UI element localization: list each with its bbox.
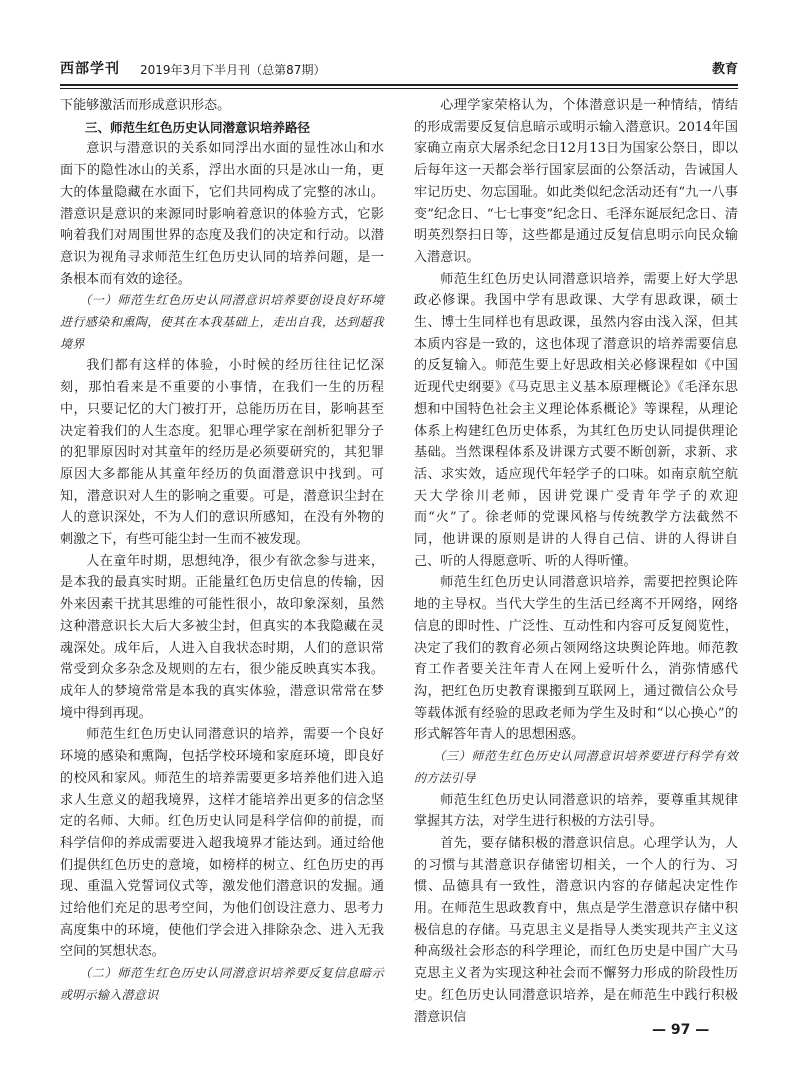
subsection-heading: （一）师范生红色历史认同潜意识培养要创设良好环境进行感染和熏陶，使其在本我基础上，走出自我，达到超我境界 — [60, 293, 384, 351]
paragraph: 师范生红色历史认同潜意识的培养，要尊重其规律掌握其方法，对学生进行积极的方法引导。 — [414, 792, 738, 830]
section-heading: 三、师范生红色历史认同潜意识培养路径 — [85, 119, 311, 135]
section-label: 教育 — [711, 62, 738, 77]
paragraph: 师范生红色历史认同潜意识的培养，需要一个良好环境的感染和熏陶，包括学校环境和家庭环境，即良好的校风和家风。师范生的培养需要更多培养他们进入追求人生意义的超我境界，这样才能培养出更多的信念坚定的名师、大师。红色历史认同是科学信仰的前提，而科学信仰的养成需要进入超我境界才能达到。通过给他们提供红色历史的意境，如榜样的树立、红色历史的再现、重温入党誓词仪式等，激发他们潜意识的发掘。通过给他们充足的思考空间，为他们创设注意力、思考力高度集中的环境，使他们学会进入排除杂念、进入无我空间的冥想状态。 — [60, 727, 384, 960]
header-rule-thin — [60, 88, 738, 89]
page-number: — 97 — — [652, 1022, 710, 1038]
paragraph: 意识与潜意识的关系如同浮出水面的显性冰山和水面下的隐性冰山的关系，浮出水面的只是冰山一角，更大的体量隐藏在水面下，它们共同构成了完整的冰山。潜意识是意识的来源同时影响着意识的体验方式，它影响着我们对周围世界的态度及我们的决定和行动。以潜意识为视角寻求师范生红色历史认同的培养问题，是一条根本而有效的途径。 — [60, 141, 384, 287]
paragraph: 首先，要存储积极的潜意识信息。心理学认为，人的习惯与其潜意识存储密切相关，一个人的行为、习惯、品德具有一致性，潜意识内容的存储起决定性作用。在师范生思政教育中，焦点是学生潜意识存储中积极信息的存储。马克思主义是指导人类实现共产主义这种高级社会形态的科学理论，而红色历史是中国广大马克思主义者为实现这种社会而不懈努力形成的阶段性历史。红色历史认同潜意识培养，是在师范生中践行积极潜意识信 — [414, 835, 738, 1025]
issue-info: 2019年3月下半月刊（总第87期） — [140, 63, 326, 77]
paragraph: 心理学家荣格认为，个体潜意识是一种情结，情结的形成需要反复信息暗示或明示输入潜意识。2014年国家确立南京大屠杀纪念日12月13日为国家公祭日，即以后每年这一天都会举行国家层面的公祭活动，告诫国人牢记历史、勿忘国耻。如此类似纪念活动还有“九一八事变”纪念日、“七七事变”纪念日、毛泽东诞辰纪念日、清明英烈祭扫日等，这些都是通过反复信息明示向民众输入潜意识。 — [414, 98, 738, 265]
journal-masthead: 西部学刊 — [60, 61, 120, 77]
running-header — [60, 58, 738, 82]
paragraph: 人在童年时期，思想纯净，很少有欲念参与进来，是本我的最真实时期。正能量红色历史信息的传输，因外来因素干扰其思维的可能性很小，故印象深刻，虽然这种潜意识长大后大多被尘封，但真实的本我隐藏在灵魂深处。成年后，人进入自我状态时期，人们的意识常常受到众多杂念及规则的左右，很少能反映真实本我。成年人的梦境常常是本我的真实体验，潜意识常常在梦境中得到再现。 — [60, 553, 384, 721]
right-column — [414, 95, 738, 1028]
paragraph: 师范生红色历史认同潜意识培养，需要把控舆论阵地的主导权。当代大学生的生活已经离不开网络，网络信息的即时性、广泛性、互动性和内容可反复阅览性，决定了我们的教育必须占领网络这块舆论阵地。师范教育工作者要关注年青人在网上爱听什么，消弥情感代沟，把红色历史教育课搬到互联网上，通过微信公众号等载体派有经验的思政老师为学生及时和“以心换心”的形式解答年青人的思想困惑。 — [414, 575, 738, 743]
subsection-heading: （三）师范生红色历史认同潜意识培养要进行科学有效的方法引导 — [414, 749, 738, 785]
paragraph: 我们都有这样的体验，小时候的经历往往记忆深刻，那怕看来是不重要的小事情，在我们一生的历程中，只要记忆的大门被打开，总能历历在目，影响甚至决定着我们的人生态度。犯罪心理学家在剖析犯罪分子的犯罪原因时对其童年的经历是必须要研究的，其犯罪原因大多都能从其童年经历的负面潜意识中找到。可知，潜意识对人生的影响之重要。可是，潜意识尘封在人的意识深处，不为人们的意识所感知，在没有外物的刺激之下，有些可能尘封一生而不被发现。 — [60, 358, 384, 548]
subsection-heading: （二）师范生红色历史认同潜意识培养要反复信息暗示或明示输入潜意识 — [60, 966, 384, 1002]
paragraph-continued: 下能够激活而形成意识形态。 — [60, 98, 231, 113]
paragraph: 师范生红色历史认同潜意识培养，需要上好大学思政必修课。我国中学有思政课、大学有思政课，硕士生、博士生同样也有思政课，虽然内容由浅入深，但其本质内容是一致的，这也体现了潜意识的培养需要信息的反复输入。师范生要上好思政相关必修课程如《中国近现代史纲要》《马克思主义基本原理概论》《毛泽东思想和中国特色社会主义理论体系概论》等课程，从理论体系上构建红色历史体系，为其红色历史认同提供理论基础。当然课程体系及讲课方式要不断创新，求新、求活、求实效，适应现代年轻学子的口味。如南京航空航天大学徐川老师，因讲党课广受青年学子的欢迎而“火”了。徐老师的党课风格与传统教学方法截然不同，他讲课的原则是讲的人得自己信、讲的人得讲自己、听的人得愿意听、听的人得听懂。 — [414, 271, 738, 569]
left-column — [60, 95, 384, 1007]
header-rule — [60, 84, 738, 86]
